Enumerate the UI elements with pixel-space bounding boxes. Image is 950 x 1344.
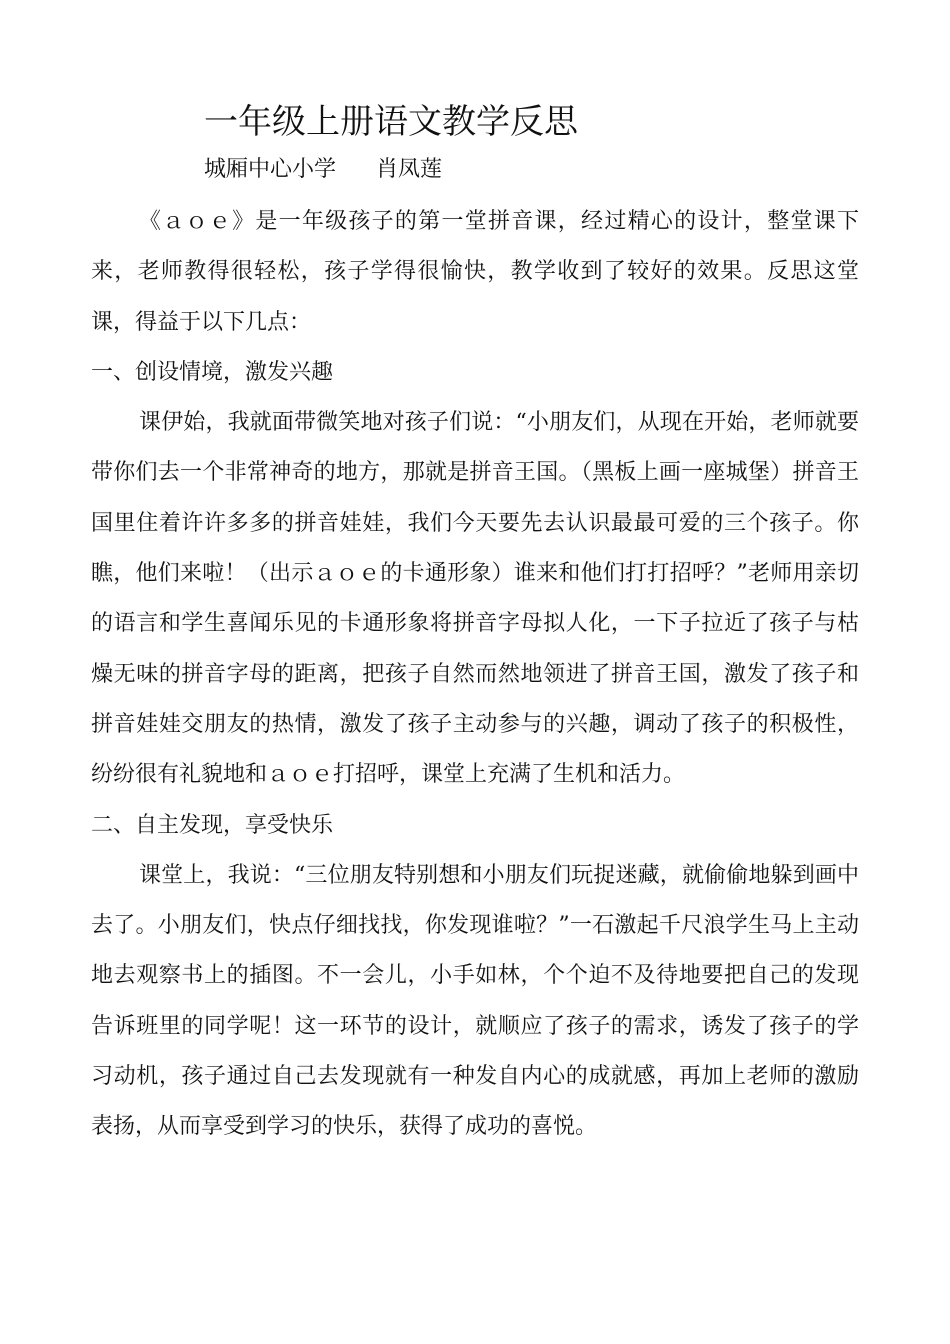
section-heading-2: 二、自主发现，享受快乐 — [91, 812, 334, 838]
intro-paragraph: 《ａｏｅ》是一年级孩子的第一堂拼音课，经过精心的设计，整堂课下来，老师教得很轻松，孩子学得很愉快，教学收到了较好的效果。反思这堂课，得益于以下几点： — [91, 209, 859, 335]
section-heading-1: 一、创设情境，激发兴趣 — [91, 359, 334, 385]
body-text — [91, 197, 859, 1153]
byline — [204, 152, 442, 188]
school-name: 城厢中心小学 — [204, 157, 337, 182]
page-title: 一年级上册语文教学反思 — [204, 102, 578, 142]
author-name: 肖凤莲 — [376, 157, 443, 182]
section-paragraph-2: 课堂上，我说：“三位朋友特别想和小朋友们玩捉迷藏，就偷偷地躲到画中去了。小朋友们，快点仔细找找，你发现谁啦？”一石激起千尺浪学生马上主动地去观察书上的插图。不一会儿，小手如林，个个迫不及待地要把自己的发现告诉班里的同学呢！这一环节的设计，就顺应了孩子的需求，诱发了孩子的学习动机，孩子通过自己去发现就有一种发自内心的成就感，再加上老师的激励表扬，从而享受到学习的快乐，获得了成功的喜悦。 — [91, 862, 859, 1140]
section-paragraph-1: 课伊始，我就面带微笑地对孩子们说：“小朋友们，从现在开始，老师就要带你们去一个非常神奇的地方，那就是拼音王国。（黑板上画一座城堡）拼音王国里住着许许多多的拼音娃娃，我们今天要先去认识最最可爱的三个孩子。你瞧，他们来啦！（出示ａｏｅ的卡通形象）谁来和他们打打招呼？”老师用亲切的语言和学生喜闻乐见的卡通形象将拼音字母拟人化，一下子拉近了孩子与枯燥无味的拼音字母的距离，把孩子自然而然地领进了拼音王国，激发了孩子和拼音娃娃交朋友的热情，激发了孩子主动参与的兴趣，调动了孩子的积极性，纷纷很有礼貌地和ａｏｅ打招呼，课堂上充满了生机和活力。 — [91, 410, 859, 788]
